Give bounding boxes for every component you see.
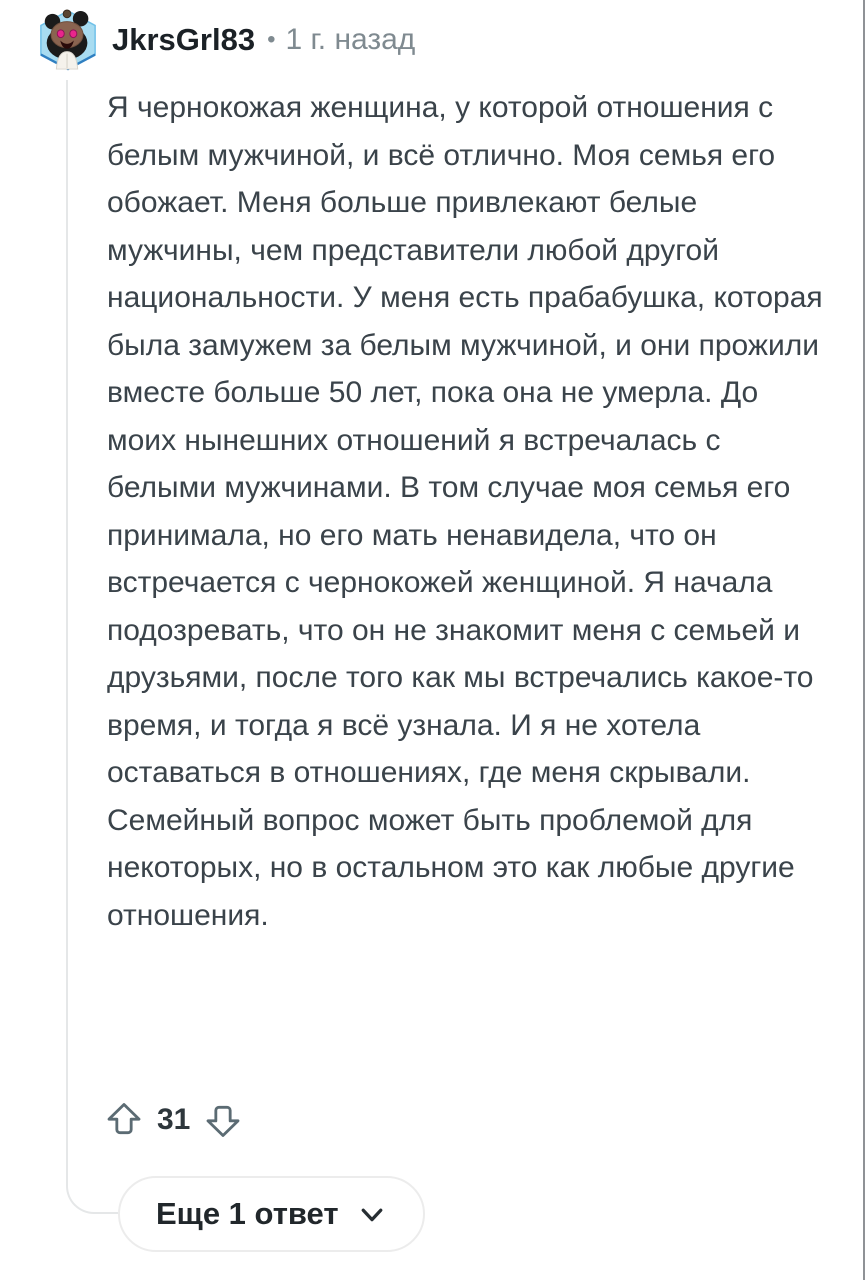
- show-replies-label: Еще 1 ответ: [156, 1196, 339, 1231]
- vote-row: [103, 1099, 244, 1141]
- upvote-arrow-icon: [104, 1100, 144, 1140]
- avatar[interactable]: [37, 9, 99, 71]
- show-replies-button[interactable]: [118, 1176, 425, 1252]
- username[interactable]: JkrsGrl83: [112, 22, 256, 57]
- separator-dot: •: [267, 26, 276, 53]
- downvote-arrow-icon: [203, 1100, 243, 1140]
- scrollbar-track[interactable]: [863, 0, 865, 1280]
- comment-body-text: Я чернокожая женщина, у которой отношения с белым мужчиной, и всё отлично. Моя семья его обожает. Меня больше привлекают белые мужчины, чем представители любой другой национальности. У меня есть прабабушка, которая была замужем за белым мужчиной, и они прожили вместе больше 50 лет, пока она не умерла. До моих нынешних отношений я встречалась с белыми мужчинами. В том случае моя семья его принимала, но его мать ненавидела, что он встречается с чернокожей женщиной. Я начала подозревать, что он не знакомит меня с семьей и друзьями, после того как мы встречались какое-то время, и тогда я всё узнала. И я не хотела оставаться в отношениях, где меня скрывали. Семейный вопрос может быть проблемой для некоторых, но в остальном это как любые другие отношения.: [107, 91, 823, 932]
- snoo-avatar-icon: [37, 9, 99, 71]
- chevron-down-icon: [357, 1199, 387, 1229]
- comment-header: [37, 9, 415, 71]
- timestamp: 1 г. назад: [285, 23, 416, 56]
- downvote-button[interactable]: [202, 1099, 244, 1141]
- upvote-button[interactable]: [103, 1099, 145, 1141]
- vote-count: 31: [157, 1103, 191, 1136]
